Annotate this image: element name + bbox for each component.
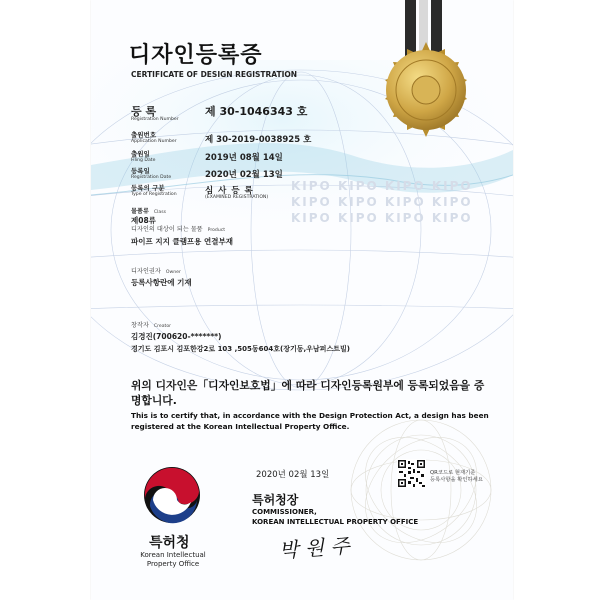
- creator-name: 김경진(700620-*******): [131, 332, 222, 341]
- product-label: 디자인의 대상이 되는 물품 Product: [131, 226, 226, 233]
- certification-statement-ko: 위의 디자인은「디자인보호법」에 따라 디자인등록원부에 등록되었음을 증명합니다.: [131, 379, 485, 407]
- registration-type-label-en: Type of Registration: [131, 192, 177, 197]
- qr-note: QR코드로 현재기준 등록사항을 확인하세요: [430, 470, 483, 483]
- owner-value: 등록사항란에 기재: [131, 278, 192, 287]
- registration-label: 등 록: [131, 105, 157, 118]
- registration-date-label: 등록일: [131, 167, 150, 175]
- commissioner-signature: 박 원 주: [278, 533, 351, 563]
- kipo-name: 특허청: [149, 535, 190, 551]
- commissioner-title-en: COMMISSIONER, KOREAN INTELLECTUAL PROPERTY OFFICE: [252, 508, 419, 526]
- registration-type-en: (EXAMINED REGISTRATION): [205, 195, 269, 200]
- certificate-title-en: CERTIFICATE OF DESIGN REGISTRATION: [131, 70, 298, 79]
- class-label: 물품류 Class: [131, 208, 166, 215]
- registration-date-label-en: Registration Date: [131, 175, 172, 180]
- creator-label: 창작자 Creator: [131, 322, 172, 329]
- registration-type: 심 사 등 록: [205, 186, 254, 196]
- qr-code-icon[interactable]: [397, 459, 426, 488]
- creator-address: 경기도 김포시 김포한강2로 103 ,505동604호(장기동,우남퍼스트빌): [131, 345, 350, 353]
- application-number: 제 30-2019-0038925 호: [205, 135, 312, 145]
- kipo-name-en: Korean Intellectual Property Office: [140, 551, 206, 568]
- commissioner-title: 특허청장: [252, 493, 299, 507]
- owner-label: 디자인권자 Owner: [131, 268, 181, 275]
- application-number-label: 출원번호: [131, 131, 157, 139]
- class-value: 제08류: [131, 216, 156, 225]
- certificate-title: 디자인등록증: [129, 43, 263, 68]
- kipo-logo-icon: [139, 462, 205, 528]
- issue-date: 2020년 02월 13일: [256, 470, 330, 480]
- filing-date-label: 출원일: [131, 150, 150, 158]
- kipo-watermark: KIPO KIPO KIPO KIPO KIPO KIPO KIPO KIPO KIPO KIPO KIPO KIPO: [291, 179, 473, 225]
- certification-statement-en: This is to certify that, in accordance with the Design Protection Act, a design has been registered at the Korean Intellectual Property Office.: [131, 411, 489, 431]
- certificate-paper: [91, 0, 513, 600]
- registration-number: 제 30-1046343 호: [205, 105, 308, 118]
- registration-type-label: 등록의 구분: [131, 184, 165, 192]
- application-number-label-en: Application Number: [131, 139, 177, 144]
- filing-date-label-en: Filing Date: [131, 158, 156, 163]
- registration-label-en: Registration Number: [131, 117, 179, 122]
- registration-date: 2020년 02월 13일: [205, 170, 283, 180]
- filing-date: 2019년 08월 14일: [205, 153, 283, 163]
- product-value: 파이프 지지 클램프용 연결부재: [131, 237, 234, 246]
